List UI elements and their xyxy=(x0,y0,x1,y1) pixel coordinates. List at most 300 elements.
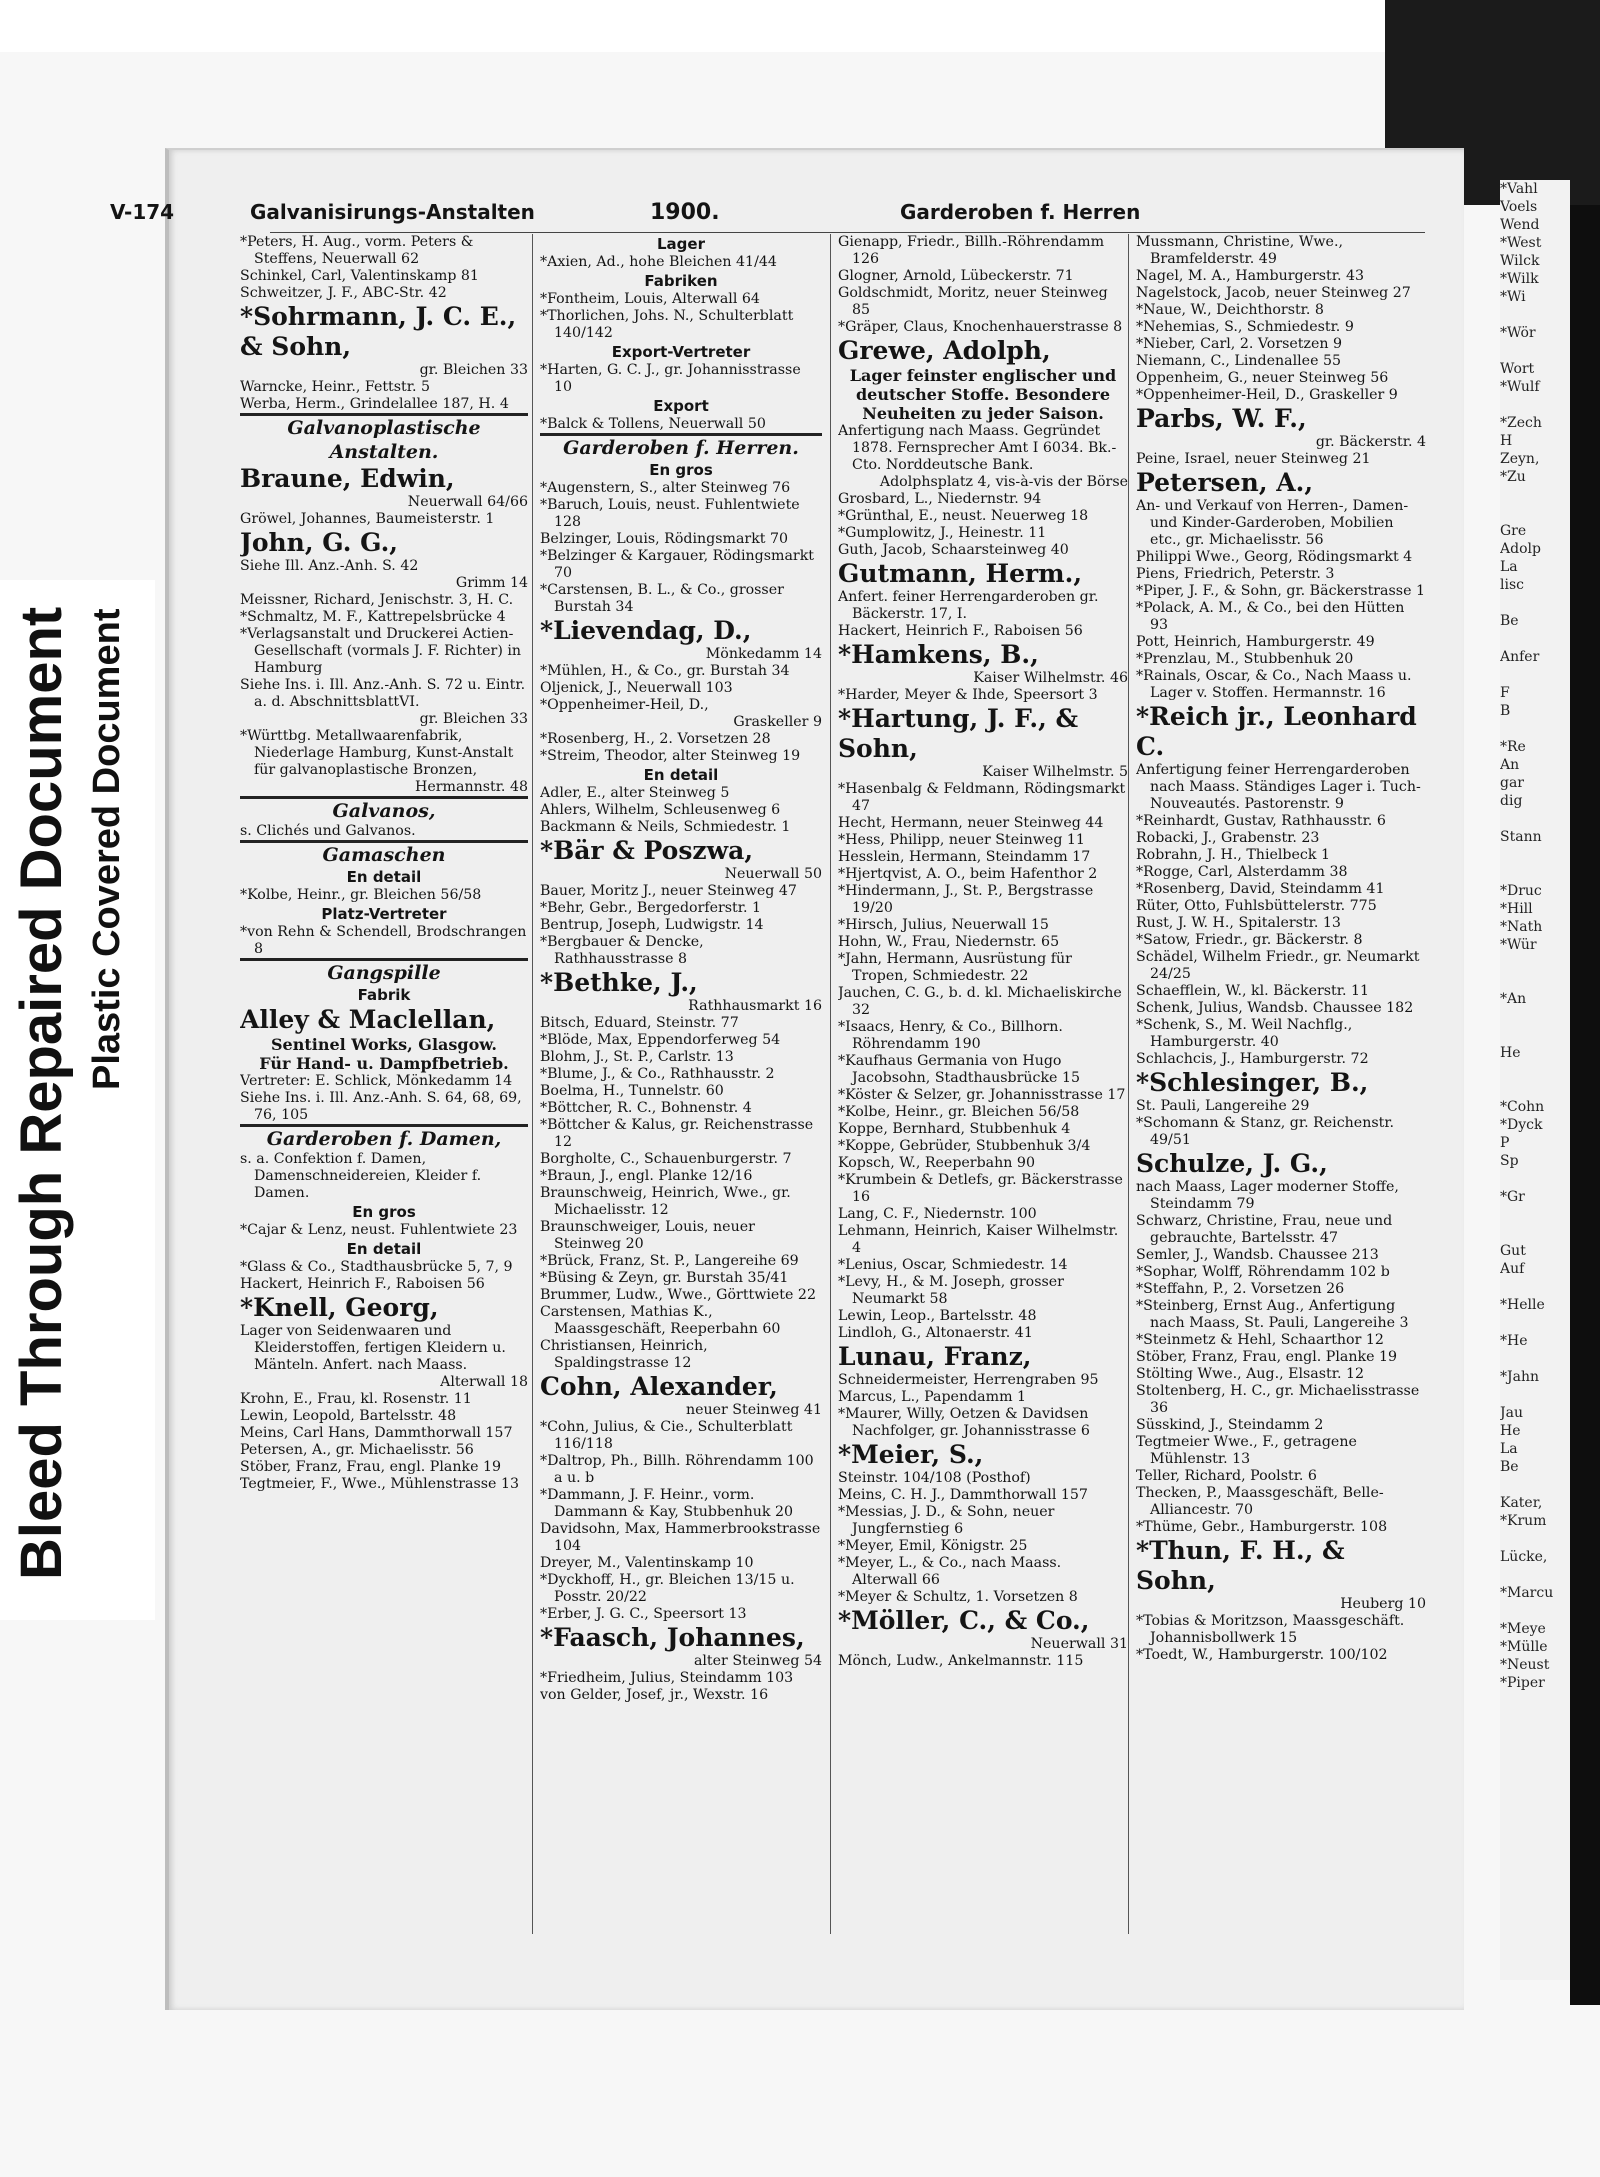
directory-entry: *Tobias & Moritzson, Maassgeschäft. Johannisbollwerk 15 xyxy=(1136,1613,1405,1646)
advertisement-text: Lager feinster englischer und deutscher Stoffe. Besondere Neuheiten zu jeder Saison. xyxy=(849,366,1117,423)
directory-entry: *Gräper, Claus, Knochenhauerstrasse 8 xyxy=(838,319,1123,335)
sliver-line: *Neust xyxy=(1500,1657,1550,1673)
directory-entry: Backmann & Neils, Schmiedestr. 1 xyxy=(540,819,791,835)
business-name-heading: *Lievendag, D., xyxy=(540,616,752,645)
directory-entry: *Hindermann, J., St. P., Bergstrasse 19/20 xyxy=(838,883,1094,916)
category-heading: Galvanos, xyxy=(332,800,436,822)
directory-entry: Niemann, C., Lindenallee 55 xyxy=(1136,353,1342,369)
sliver-line: Auf xyxy=(1500,1261,1525,1277)
directory-entry: Lindloh, G., Altonaerstr. 41 xyxy=(838,1325,1033,1341)
subcategory-heading: En detail xyxy=(643,766,719,784)
sliver-line: Gre xyxy=(1500,523,1527,539)
directory-entry: *Rainals, Oscar, & Co., Nach Maass u. Lager v. Stoffen. Hermannstr. 16 xyxy=(1136,668,1412,701)
sliver-line: Wend xyxy=(1500,217,1540,233)
entry-address: gr. Bleichen 33 xyxy=(419,711,528,727)
sliver-line: Be xyxy=(1500,613,1519,629)
sliver-line: *Nath xyxy=(1500,919,1543,935)
business-name-heading: *Sohrmann, J. C. E., & Sohn, xyxy=(240,302,517,361)
sliver-line: B xyxy=(1500,703,1511,719)
directory-entry: Schlachcis, J., Hamburgerstr. 72 xyxy=(1136,1051,1369,1067)
directory-entry: Davidsohn, Max, Hammerbrookstrasse 104 xyxy=(540,1521,821,1554)
directory-entry: *Meyer & Schultz, 1. Vorsetzen 8 xyxy=(838,1589,1078,1605)
sliver-line xyxy=(1500,1080,1570,1098)
sliver-line: *Wör xyxy=(1500,325,1536,341)
directory-entry: Boelma, H., Tunnelstr. 60 xyxy=(540,1083,724,1099)
sliver-line: *Wulf xyxy=(1500,379,1540,395)
directory-entry: Stöber, Franz, Frau, engl. Planke 19 xyxy=(240,1459,502,1475)
directory-entry: Ahlers, Wilhelm, Schleusenweg 6 xyxy=(540,802,781,818)
sliver-line xyxy=(1500,306,1570,324)
directory-entry: Hackert, Heinrich F., Raboisen 56 xyxy=(240,1276,485,1292)
column-divider xyxy=(532,234,533,1934)
directory-entry: Braunschweiger, Louis, neuer Steinweg 20 xyxy=(540,1219,755,1252)
directory-entry: Schaefflein, W., kl. Bäckerstr. 11 xyxy=(1136,983,1370,999)
sliver-line: *Dyck xyxy=(1500,1117,1543,1133)
sliver-line xyxy=(1500,720,1570,738)
scan-dark-strip xyxy=(1570,205,1600,2005)
business-name-heading: Lunau, Franz, xyxy=(838,1342,1032,1371)
directory-column-4 xyxy=(1136,234,1426,1934)
directory-entry: Lager von Seidenwaaren und Kleiderstoffen, fertigen Kleidern u. Mänteln. Anfert. nach Maass. xyxy=(240,1323,506,1373)
directory-entry: nach Maass, Lager moderner Stoffe, Steindamm 79 xyxy=(1136,1179,1399,1212)
subcategory-heading: En gros xyxy=(352,1203,416,1221)
column-divider xyxy=(1128,234,1129,1934)
sliver-line: Wilck xyxy=(1500,253,1540,269)
directory-entry: *Lenius, Oscar, Schmiedestr. 14 xyxy=(838,1257,1068,1273)
sliver-line: La xyxy=(1500,559,1518,575)
sliver-line xyxy=(1500,972,1570,990)
sliver-line xyxy=(1500,1350,1570,1368)
sliver-line: *Zech xyxy=(1500,415,1542,431)
directory-entry: *Daltrop, Ph., Billh. Röhrendamm 100 a u. b xyxy=(540,1453,814,1486)
directory-entry: *Satow, Friedr., gr. Bäckerstr. 8 xyxy=(1136,932,1363,948)
directory-entry: Goldschmidt, Moritz, neuer Steinweg 85 xyxy=(838,285,1108,318)
directory-entry: *Glass & Co., Stadthausbrücke 5, 7, 9 xyxy=(240,1259,513,1275)
sliver-line: Stann xyxy=(1500,829,1542,845)
directory-entry: *Toedt, W., Hamburgerstr. 100/102 xyxy=(1136,1647,1388,1663)
directory-entry: *Maurer, Willy, Oetzen & Davidsen Nachfolger, gr. Johannisstrasse 6 xyxy=(838,1406,1090,1439)
directory-entry: *Hess, Philipp, neuer Steinweg 11 xyxy=(838,832,1085,848)
directory-entry: *Sophar, Wolff, Röhrendamm 102 b xyxy=(1136,1264,1390,1280)
directory-entry: Vertreter: E. Schlick, Mönkedamm 14 xyxy=(240,1073,513,1089)
sliver-line: *Piper xyxy=(1500,1675,1545,1691)
entry-address: Grimm 14 xyxy=(455,575,528,591)
directory-entry: *Behr, Gebr., Bergedorferstr. 1 xyxy=(540,900,762,916)
directory-entry: Steinstr. 104/108 (Posthof) xyxy=(838,1470,1031,1486)
sliver-line: Gut xyxy=(1500,1243,1526,1259)
sliver-line: *Zu xyxy=(1500,469,1526,485)
subcategory-heading: En detail xyxy=(346,868,422,886)
directory-entry: *Isaacs, Henry, & Co., Billhorn. Röhrendamm 190 xyxy=(838,1019,1063,1052)
directory-entry: Anfertigung feiner Herrengarderoben nach Maass. Ständiges Lager i. Tuch-Nouveautés. Pastorenstr. 9 xyxy=(1136,762,1421,812)
directory-entry: Hackert, Heinrich F., Raboisen 56 xyxy=(838,623,1083,639)
category-heading: Garderoben f. Damen, xyxy=(266,1128,502,1150)
sliver-line: *Wilk xyxy=(1500,271,1539,287)
sliver-line: An xyxy=(1500,757,1520,773)
sliver-line xyxy=(1500,1224,1570,1242)
directory-entry: Hesslein, Hermann, Steindamm 17 xyxy=(838,849,1091,865)
advertisement-text: Für Hand- u. Dampfbetrieb. xyxy=(259,1054,509,1073)
advertisement-text: Sentinel Works, Glasgow. xyxy=(270,1035,497,1054)
directory-entry: Blohm, J., St. P., Carlstr. 13 xyxy=(540,1049,734,1065)
page-number: V-174 xyxy=(110,200,175,224)
directory-entry: *Harder, Meyer & Ihde, Speersort 3 xyxy=(838,687,1098,703)
sliver-line: *Wi xyxy=(1500,289,1526,305)
directory-entry: Lewin, Leopold, Bartelsstr. 48 xyxy=(240,1408,457,1424)
directory-entry: *Blume, J., & Co., Rathhausstr. 2 xyxy=(540,1066,775,1082)
directory-entry: *Rosenberg, David, Steindamm 41 xyxy=(1136,881,1385,897)
entry-address: Kaiser Wilhelmstr. 5 xyxy=(982,764,1128,780)
business-name-heading: *Reich jr., Leonhard C. xyxy=(1136,702,1417,761)
directory-entry: Schweitzer, J. F., ABC-Str. 42 xyxy=(240,285,447,301)
sliver-line: H xyxy=(1500,433,1513,449)
sliver-line xyxy=(1500,1062,1570,1080)
directory-entry: Stoltenberg, H. C., gr. Michaelisstrasse 36 xyxy=(1136,1383,1420,1416)
directory-entry: *Cohn, Julius, & Cie., Schulterblatt 116/118 xyxy=(540,1419,793,1452)
directory-entry: Oppenheim, G., neuer Steinweg 56 xyxy=(1136,370,1389,386)
directory-entry: Kopsch, W., Reeperbahn 90 xyxy=(838,1155,1035,1171)
sliver-line: *Re xyxy=(1500,739,1526,755)
subcategory-heading: Export xyxy=(653,397,709,415)
sliver-line: *He xyxy=(1500,1333,1528,1349)
directory-entry: *Rogge, Carl, Alsterdamm 38 xyxy=(1136,864,1348,880)
directory-entry: *Württbg. Metallwaarenfabrik, Niederlage Hamburg, Kunst-Anstalt für galvanoplastische Bronzen, xyxy=(240,728,514,778)
business-name-heading: *Hartung, J. F., & Sohn, xyxy=(838,704,1079,763)
directory-entry: *Harten, G. C. J., gr. Johannisstrasse 10 xyxy=(540,362,801,395)
sliver-line: *Cohn xyxy=(1500,1099,1545,1115)
entry-address: Mönkedamm 14 xyxy=(705,646,822,662)
sliver-line xyxy=(1500,846,1570,864)
business-name-heading: *Knell, Georg, xyxy=(240,1293,439,1322)
subcategory-heading: Fabrik xyxy=(357,986,411,1004)
directory-entry: *Nieber, Carl, 2. Vorsetzen 9 xyxy=(1136,336,1343,352)
directory-entry: *Cajar & Lenz, neust. Fuhlentwiete 23 xyxy=(240,1222,518,1238)
sliver-line: *Jahn xyxy=(1500,1369,1539,1385)
directory-entry: *Augenstern, S., alter Steinweg 76 xyxy=(540,480,791,496)
entry-address: gr. Bleichen 33 xyxy=(419,362,528,378)
directory-entry: *Baruch, Louis, neust. Fuhlentwiete 128 xyxy=(540,497,800,530)
directory-entry: Robacki, J., Grabenstr. 23 xyxy=(1136,830,1320,846)
directory-entry: *Rosenberg, H., 2. Vorsetzen 28 xyxy=(540,731,771,747)
subcategory-heading: Lager xyxy=(657,235,705,253)
sliver-line xyxy=(1500,1170,1570,1188)
directory-entry: *Mühlen, H., & Co., gr. Burstah 34 xyxy=(540,663,790,679)
subcategory-heading: Fabriken xyxy=(644,272,718,290)
directory-entry: Borgholte, C., Schauenburgerstr. 7 xyxy=(540,1151,792,1167)
sliver-line: Kater, xyxy=(1500,1495,1543,1511)
sliver-line: *West xyxy=(1500,235,1542,251)
directory-entry: Meissner, Richard, Jenischstr. 3, H. C. xyxy=(240,592,514,608)
entry-address: Adolphsplatz 4, vis-à-vis der Börse xyxy=(879,474,1128,490)
sliver-line: La xyxy=(1500,1441,1518,1457)
directory-entry: *Kolbe, Heinr., gr. Bleichen 56/58 xyxy=(240,887,482,903)
directory-entry: Carstensen, Mathias K., Maassgeschäft, Reeperbahn 60 xyxy=(540,1304,781,1337)
directory-entry: Werba, Herm., Grindelallee 187, H. 4 xyxy=(240,396,509,412)
entry-address: Hermannstr. 48 xyxy=(414,779,528,795)
sliver-line xyxy=(1500,1008,1570,1026)
directory-entry: *Schenk, S., M. Weil Nachflg., Hamburgerstr. 40 xyxy=(1136,1017,1353,1050)
business-name-heading: *Faasch, Johannes, xyxy=(540,1623,805,1652)
sliver-line xyxy=(1500,1278,1570,1296)
sliver-line: *Hill xyxy=(1500,901,1533,917)
directory-entry: *Levy, H., & M. Joseph, grosser Neumarkt 58 xyxy=(838,1274,1064,1307)
scan-top-margin xyxy=(0,0,1600,52)
directory-entry: *Piper, J. F., & Sohn, gr. Bäckerstrasse 1 xyxy=(1136,583,1426,599)
directory-entry: Thecken, P., Maassgeschäft, Belle-Alliancestr. 70 xyxy=(1136,1485,1384,1518)
directory-entry: *Belzinger & Kargauer, Rödingsmarkt 70 xyxy=(540,548,815,581)
directory-entry: Lewin, Leop., Bartelsstr. 48 xyxy=(838,1308,1037,1324)
directory-entry: Lang, C. F., Niedernstr. 100 xyxy=(838,1206,1037,1222)
directory-entry: Gröwel, Johannes, Baumeisterstr. 1 xyxy=(240,511,495,527)
business-name-heading: Alley & Maclellan, xyxy=(240,1005,496,1034)
entry-address: gr. Bäckerstr. 4 xyxy=(1315,434,1426,450)
directory-entry: *Meyer, Emil, Königstr. 25 xyxy=(838,1538,1028,1554)
sliver-line xyxy=(1500,342,1570,360)
sliver-line: Wort xyxy=(1500,361,1535,377)
sliver-line: He xyxy=(1500,1423,1521,1439)
directory-entry: *Streim, Theodor, alter Steinweg 19 xyxy=(540,748,801,764)
directory-entry: Brummer, Ludw., Wwe., Görttwiete 22 xyxy=(540,1287,816,1303)
directory-entry: Schwarz, Christine, Frau, neue und gebrauchte, Bartelsstr. 47 xyxy=(1136,1213,1393,1246)
entry-address: Neuerwall 50 xyxy=(724,866,822,882)
sliver-line: He xyxy=(1500,1045,1521,1061)
directory-entry: Robrahn, J. H., Thielbeck 1 xyxy=(1136,847,1330,863)
directory-entry: Hecht, Hermann, neuer Steinweg 44 xyxy=(838,815,1104,831)
directory-entry: Nagelstock, Jacob, neuer Steinweg 27 xyxy=(1136,285,1411,301)
directory-entry: Semler, J., Wandsb. Chaussee 213 xyxy=(1136,1247,1379,1263)
sliver-line: dig xyxy=(1500,793,1523,809)
header-rule xyxy=(270,232,1425,233)
business-name-heading: Cohn, Alexander, xyxy=(540,1372,778,1401)
entry-address: Neuerwall 31 xyxy=(1030,1636,1128,1652)
directory-entry: Bauer, Moritz J., neuer Steinweg 47 xyxy=(540,883,797,899)
sliver-line: *Vahl xyxy=(1500,181,1538,197)
sliver-line xyxy=(1500,504,1570,522)
sliver-line xyxy=(1500,1530,1570,1548)
directory-entry: Marcus, L., Papendamm 1 xyxy=(838,1389,1027,1405)
business-name-heading: Gutmann, Herm., xyxy=(838,559,1083,588)
category-heading: Garderoben f. Herren. xyxy=(563,437,799,459)
business-name-heading: *Möller, C., & Co., xyxy=(838,1606,1090,1635)
directory-entry: Grosbard, L., Niedernstr. 94 xyxy=(838,491,1042,507)
directory-entry: *Messias, J. D., & Sohn, neuer Jungfernstieg 6 xyxy=(838,1504,1055,1537)
sliver-line xyxy=(1500,1566,1570,1584)
directory-entry: *Oppenheimer-Heil, D., Graskeller 9 xyxy=(1136,387,1398,403)
directory-entry: Siehe Ins. i. Ill. Anz.-Anh. S. 64, 68, 69, 76, 105 xyxy=(240,1090,522,1123)
sliver-line: lisc xyxy=(1500,577,1524,593)
directory-entry: *Dyckhoff, H., gr. Bleichen 13/15 u. Posstr. 20/22 xyxy=(540,1572,795,1605)
directory-entry: *Schmaltz, M. F., Kattrepelsbrücke 4 xyxy=(240,609,506,625)
directory-entry: An- und Verkauf von Herren-, Damen- und Kinder-Garderoben, Mobilien etc., gr. Michaelisstr. 56 xyxy=(1136,498,1409,548)
sliver-line: *An xyxy=(1500,991,1527,1007)
sliver-line xyxy=(1500,630,1570,648)
directory-entry: *Jahn, Hermann, Ausrüstung für Tropen, Schmiedestr. 22 xyxy=(838,951,1072,984)
directory-entry: Stöber, Franz, Frau, engl. Planke 19 xyxy=(1136,1349,1398,1365)
directory-entry: Hohn, W., Frau, Niedernstr. 65 xyxy=(838,934,1060,950)
sliver-line xyxy=(1500,486,1570,504)
directory-entry: von Gelder, Josef, jr., Wexstr. 16 xyxy=(540,1687,769,1703)
business-name-heading: *Meier, S., xyxy=(838,1440,984,1469)
sliver-line: Be xyxy=(1500,1459,1519,1475)
directory-entry: Tegtmeier Wwe., F., getragene Mühlenstr. 13 xyxy=(1136,1434,1357,1467)
directory-entry: Mussmann, Christine, Wwe., Bramfelderstr. 49 xyxy=(1136,234,1343,267)
sliver-line: Zeyn, xyxy=(1500,451,1540,467)
directory-entry: Philippi Wwe., Georg, Rödingsmarkt 4 xyxy=(1136,549,1413,565)
subcategory-heading: En detail xyxy=(346,1240,422,1258)
sliver-line xyxy=(1500,1386,1570,1404)
entry-address: Kaiser Wilhelmstr. 46 xyxy=(973,670,1128,686)
directory-entry: Christiansen, Heinrich, Spaldingstrasse 12 xyxy=(540,1338,708,1371)
directory-entry: Schinkel, Carl, Valentinskamp 81 xyxy=(240,268,479,284)
section-title-left: Galvanisirungs-Anstalten xyxy=(250,200,535,224)
directory-entry: *Reinhardt, Gustav, Rathhausstr. 6 xyxy=(1136,813,1386,829)
directory-entry: *Braun, J., engl. Planke 12/16 xyxy=(540,1168,753,1184)
sliver-line: P xyxy=(1500,1135,1510,1151)
sliver-line: *Wür xyxy=(1500,937,1537,953)
directory-entry: Oljenick, J., Neuerwall 103 xyxy=(540,680,733,696)
directory-entry: *Friedheim, Julius, Steindamm 103 xyxy=(540,1670,794,1686)
directory-entry: Krohn, E., Frau, kl. Rosenstr. 11 xyxy=(240,1391,472,1407)
directory-entry: Schneidermeister, Herrengraben 95 xyxy=(838,1372,1099,1388)
directory-entry: *Köster & Selzer, gr. Johannisstrasse 17 xyxy=(838,1087,1126,1103)
entry-address: Rathhausmarkt 16 xyxy=(688,998,822,1014)
directory-entry: Meins, C. H. J., Dammthorwall 157 xyxy=(838,1487,1088,1503)
directory-entry: *Böttcher & Kalus, gr. Reichenstrasse 12 xyxy=(540,1117,814,1150)
column-divider xyxy=(830,234,831,1934)
directory-entry: *Bergbauer & Dencke, Rathhausstrasse 8 xyxy=(540,934,704,967)
entry-address: Graskeller 9 xyxy=(733,714,822,730)
subcategory-heading: Platz-Vertreter xyxy=(321,905,447,923)
directory-entry: Peine, Israel, neuer Steinweg 21 xyxy=(1136,451,1371,467)
category-heading: Gangspille xyxy=(327,962,441,984)
sliver-line: *Mülle xyxy=(1500,1639,1548,1655)
directory-entry: *Böttcher, R. C., Bohnenstr. 4 xyxy=(540,1100,752,1116)
entry-address: Alterwall 18 xyxy=(440,1374,528,1390)
directory-entry: Tegtmeier, F., Wwe., Mühlenstrasse 13 xyxy=(240,1476,519,1492)
bleed-through-stamp: Bleed Through Repaired Document xyxy=(9,606,74,1580)
directory-entry: Mönch, Ludw., Ankelmannstr. 115 xyxy=(838,1653,1084,1669)
directory-column-1 xyxy=(240,234,528,1934)
directory-entry: Meins, Carl Hans, Dammthorwall 157 xyxy=(240,1425,513,1441)
business-name-heading: Grewe, Adolph, xyxy=(838,336,1051,365)
directory-entry: Schädel, Wilhelm Friedr., gr. Neumarkt 24/25 xyxy=(1136,949,1420,982)
directory-entry: *Axien, Ad., hohe Bleichen 41/44 xyxy=(540,254,777,270)
directory-entry: St. Pauli, Langereihe 29 xyxy=(1136,1098,1310,1114)
entry-address: neuer Steinweg 41 xyxy=(685,1402,822,1418)
directory-entry: Rüter, Otto, Fuhlsbüttelerstr. 775 xyxy=(1136,898,1377,914)
directory-entry: *Hasenbalg & Feldmann, Rödingsmarkt 47 xyxy=(838,781,1126,814)
directory-entry: *Hjertqvist, A. O., beim Hafenthor 2 xyxy=(838,866,1098,882)
directory-entry: Bentrup, Joseph, Ludwigstr. 14 xyxy=(540,917,764,933)
sliver-line: F xyxy=(1500,685,1510,701)
page-header xyxy=(110,200,1330,230)
sliver-line: *Gr xyxy=(1500,1189,1525,1205)
directory-entry: Siehe Ill. Anz.-Anh. S. 42 xyxy=(240,558,419,574)
directory-entry: *Koppe, Gebrüder, Stubbenhuk 3/4 xyxy=(838,1138,1091,1154)
directory-entry: *Gumplowitz, J., Heinestr. 11 xyxy=(838,525,1047,541)
sliver-line: Voels xyxy=(1500,199,1538,215)
directory-entry: *Steffahn, P., 2. Vorsetzen 26 xyxy=(1136,1281,1345,1297)
directory-entry: Bitsch, Eduard, Steinstr. 77 xyxy=(540,1015,739,1031)
directory-entry: *Schomann & Stanz, gr. Reichenstr. 49/51 xyxy=(1136,1115,1395,1148)
directory-column-3 xyxy=(838,234,1128,1934)
directory-entry: Siehe Ins. i. Ill. Anz.-Anh. S. 72 u. Eintr. a. d. AbschnittsblattVI. xyxy=(240,677,526,710)
directory-entry: Nagel, M. A., Hamburgerstr. 43 xyxy=(1136,268,1365,284)
directory-entry: *Hirsch, Julius, Neuerwall 15 xyxy=(838,917,1049,933)
sliver-line xyxy=(1500,666,1570,684)
business-name-heading: *Thun, F. H., & Sohn, xyxy=(1136,1536,1345,1595)
directory-entry: *Naue, W., Deichthorstr. 8 xyxy=(1136,302,1324,318)
directory-entry: *Kaufhaus Germania von Hugo Jacobsohn, Stadthausbrücke 15 xyxy=(838,1053,1081,1086)
directory-entry: Adler, E., alter Steinweg 5 xyxy=(540,785,730,801)
year-label: 1900. xyxy=(650,200,720,225)
directory-entry: *Krumbein & Detlefs, gr. Bäckerstrasse 16 xyxy=(838,1172,1123,1205)
directory-entry: Glogner, Arnold, Lübeckerstr. 71 xyxy=(838,268,1074,284)
directory-entry: Lehmann, Heinrich, Kaiser Wilhelmstr. 4 xyxy=(838,1223,1119,1256)
business-name-heading: Braune, Edwin, xyxy=(240,464,455,493)
directory-entry: Piens, Friedrich, Peterstr. 3 xyxy=(1136,566,1335,582)
subcategory-heading: En gros xyxy=(649,461,713,479)
entry-address: Heuberg 10 xyxy=(1340,1596,1426,1612)
sliver-line xyxy=(1500,1314,1570,1332)
directory-entry: *Prenzlau, M., Stubbenhuk 20 xyxy=(1136,651,1354,667)
directory-entry: *Carstensen, B. L., & Co., grosser Burstah 34 xyxy=(540,582,784,615)
directory-entry: *Steinmetz & Hehl, Schaarthor 12 xyxy=(1136,1332,1384,1348)
directory-entry: *Meyer, L., & Co., nach Maass. Alterwall 66 xyxy=(838,1555,1062,1588)
directory-entry: *Steinberg, Ernst Aug., Anfertigung nach Maass, St. Pauli, Langereihe 3 xyxy=(1136,1298,1409,1331)
directory-entry: *Thorlichen, Johs. N., Schulterblatt 140/142 xyxy=(540,308,794,341)
directory-entry: s. a. Confektion f. Damen, Damenschneidereien, Kleider f. Damen. xyxy=(240,1151,482,1201)
directory-entry: *Nehemias, S., Schmiedestr. 9 xyxy=(1136,319,1354,335)
sliver-line: *Meye xyxy=(1500,1621,1546,1637)
sliver-line xyxy=(1500,1476,1570,1494)
business-name-heading: Petersen, A., xyxy=(1136,468,1314,497)
directory-entry: s. Clichés und Galvanos. xyxy=(240,823,416,839)
sliver-line: gar xyxy=(1500,775,1525,791)
directory-entry: Braunschweig, Heinrich, Wwe., gr. Michaelisstr. 12 xyxy=(540,1185,791,1218)
directory-entry: *Polack, A. M., & Co., bei den Hütten 93 xyxy=(1136,600,1405,633)
sliver-line xyxy=(1500,810,1570,828)
sliver-line: Sp xyxy=(1500,1153,1519,1169)
business-name-heading: *Schlesinger, B., xyxy=(1136,1068,1369,1097)
sliver-line: Adolp xyxy=(1500,541,1541,557)
next-page-sliver xyxy=(1500,180,1570,1980)
sliver-line xyxy=(1500,594,1570,612)
directory-entry: Anfertigung nach Maass. Gegründet 1878. Fernsprecher Amt I 6034. Bk.-Cto. Norddeutsche Bank. xyxy=(838,423,1117,473)
directory-column-2 xyxy=(540,234,822,1934)
directory-entry: *Peters, H. Aug., vorm. Peters & Steffens, Neuerwall 62 xyxy=(240,234,474,267)
directory-entry: *Erber, J. G. C., Speersort 13 xyxy=(540,1606,747,1622)
entry-address: alter Steinweg 54 xyxy=(693,1653,822,1669)
sliver-line: *Marcu xyxy=(1500,1585,1554,1601)
sliver-line: *Druc xyxy=(1500,883,1542,899)
sliver-line xyxy=(1500,954,1570,972)
directory-entry: Jauchen, C. G., b. d. kl. Michaeliskirche 32 xyxy=(838,985,1122,1018)
directory-entry: *Verlagsanstalt und Druckerei Actien-Gesellschaft (vormals J. F. Richter) in Hamburg xyxy=(240,626,522,676)
directory-entry: Stölting Wwe., Aug., Elsastr. 12 xyxy=(1136,1366,1365,1382)
sliver-line xyxy=(1500,864,1570,882)
directory-entry: *Balck & Tollens, Neuerwall 50 xyxy=(540,416,766,432)
directory-entry: Pott, Heinrich, Hamburgerstr. 49 xyxy=(1136,634,1375,650)
directory-entry: *Oppenheimer-Heil, D., xyxy=(540,697,709,713)
business-name-heading: John, G. G., xyxy=(240,528,398,557)
plastic-covered-stamp: Plastic Covered Document xyxy=(86,608,128,1090)
directory-entry: *Büsing & Zeyn, gr. Burstah 35/41 xyxy=(540,1270,789,1286)
directory-entry: Teller, Richard, Poolstr. 6 xyxy=(1136,1468,1317,1484)
business-name-heading: *Hamkens, B., xyxy=(838,640,1039,669)
subcategory-heading: Export-Vertreter xyxy=(611,343,751,361)
sliver-line xyxy=(1500,1026,1570,1044)
